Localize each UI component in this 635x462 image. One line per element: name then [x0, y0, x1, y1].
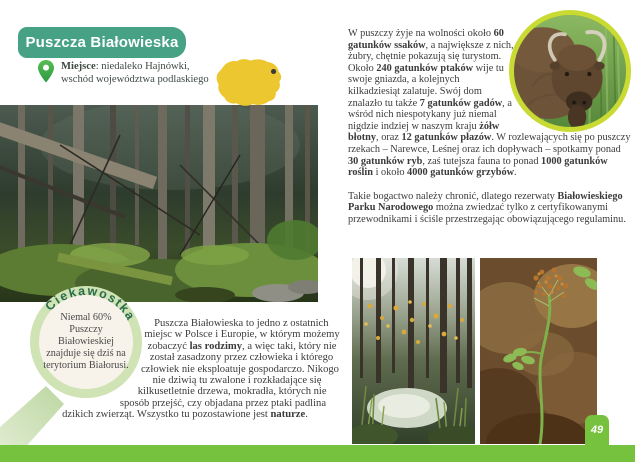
ciekawostka-text: Niemal 60% Puszczy Białowieskiej znajduje się dziś na terytorium Białorusi. [43, 312, 129, 371]
map-marker-dot [271, 69, 276, 74]
plant-closeup-photo [480, 258, 597, 444]
location-block [38, 60, 238, 88]
page-number-tab [585, 415, 609, 455]
page-number: 49 [590, 424, 604, 436]
location-text: Miejsce: niedaleko Hajnówki, wschód województwa podlaskiego [61, 61, 209, 85]
footer-bar [0, 445, 635, 462]
old-growth-forest-photo [0, 105, 318, 302]
autumn-swamp-forest-photo [352, 258, 475, 444]
page-title: Puszcza Białowieska [18, 27, 186, 58]
native-forest-paragraph: Puszcza Białowieska to jedno z ostatnich miejsc w Polsce i Europie, w którym możemy zobaczyć las rodzimy, a więc taki, który nie został zasadzony przez człowieka i którego człowiek nie eksploatuje gospodarczo. Nikogo nie dziwią tu zwalone i rozkładające się kilkusetletnie drzewa, mokradła, których nie sposób przejść, czy objadana przez ptaki padlina dzikich zwierząt. Wszystko tu pozostawione jest naturze. [62, 318, 340, 421]
location-pin-icon [38, 60, 54, 88]
svg-text:Ciekawostka: Ciekawostka [42, 286, 139, 324]
european-bison-photo [509, 10, 631, 132]
main-text-column [348, 28, 631, 226]
protection-paragraph: Takie bogactwo należy chronić, dlatego rezerwaty Białowieskiego Parku Narodowego można zwiedzać tylko z certyfikowanymi przewodnikami i ściśle przestrzegając obowiązującego regulaminu. [348, 190, 626, 225]
poland-map-icon [210, 57, 288, 109]
fauna-paragraph: W puszczy żyje na wolności około 60 gatunków ssaków, a największe z nich, żubry, chętnie pokazują się turystom. Około 240 gatunków ptaków wije tu swoje gniazda, a kolejnych kilkadziesiąt zalatuje. Swój dom znalazło tu także 7 gatunków gadów, a wśród nich niespotykany już niemal nigdzie indziej w naszym kraju żółw błotny, oraz 12 gatunków płazów. W rozlewających się po puszczy rzekach – Narewce, Leśnej oraz ich dopływach – spotkamy ponad 30 gatunków ryb, zaś tutejsza fauna to ponad 1000 gatunków roślin i około 4000 gatunków grzybów. [348, 28, 631, 179]
